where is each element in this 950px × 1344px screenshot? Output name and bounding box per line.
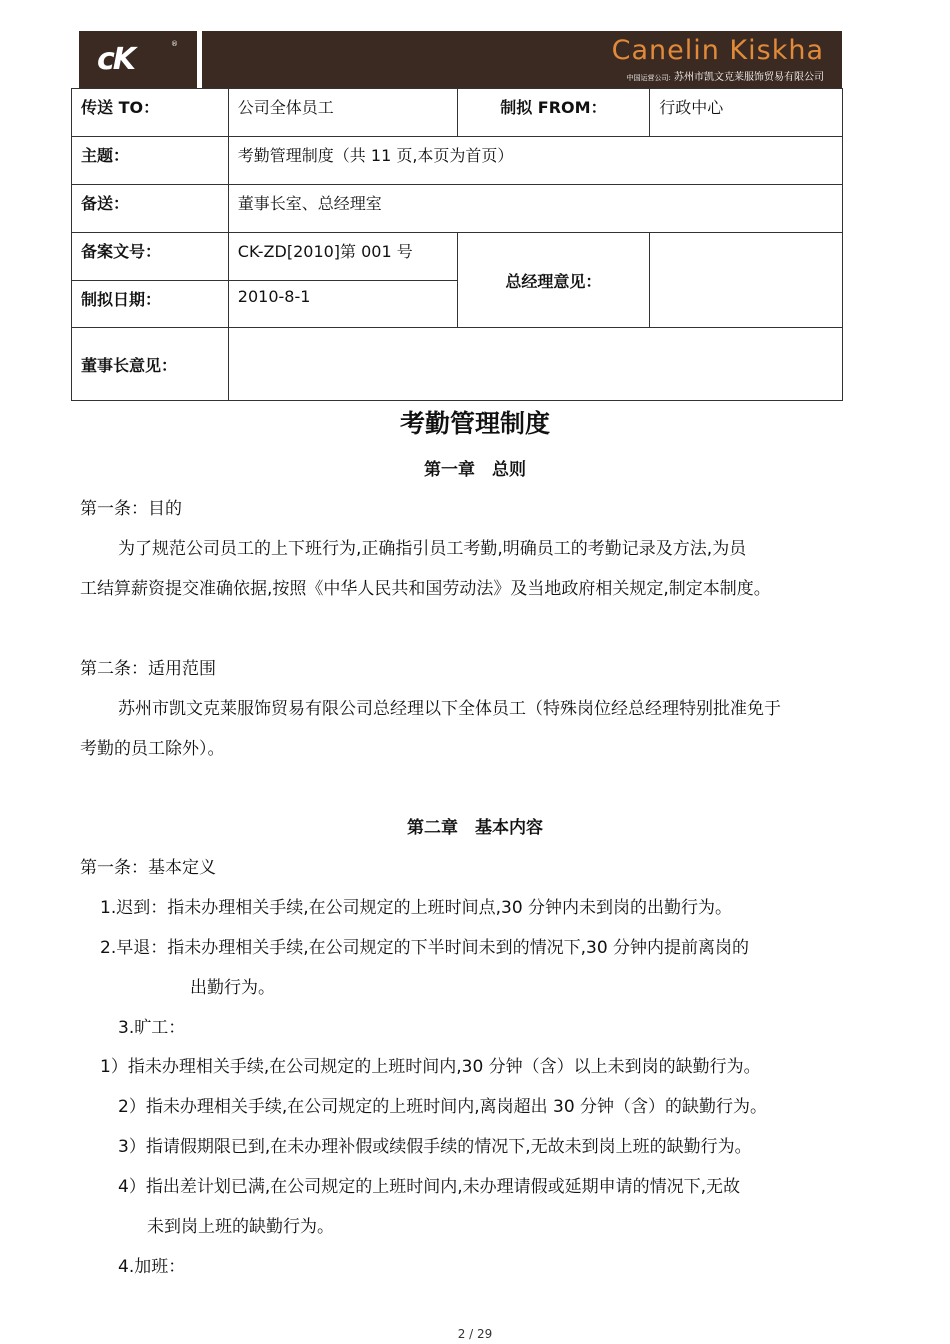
from-value: 行政中心 xyxy=(650,89,843,137)
to-label: 传送 TO： xyxy=(72,89,229,137)
definition-early-leave-line2: 出勤行为。 xyxy=(190,978,275,998)
memo-row-to xyxy=(72,89,843,137)
article-1-title: 第一条：目的 xyxy=(80,499,182,519)
brand-subtitle-prefix: 中国运营公司: xyxy=(626,74,671,82)
chapter-1-heading: 第一章 总则 xyxy=(424,460,526,480)
memo-row-cc xyxy=(72,185,843,233)
definition-overtime-heading: 4.加班： xyxy=(118,1257,186,1277)
header-banner xyxy=(79,31,842,88)
memo-row-file-no xyxy=(72,233,843,281)
date-label: 制拟日期： xyxy=(72,281,229,328)
date-value: 2010-8-1 xyxy=(228,281,457,328)
memo-row-subject xyxy=(72,137,843,185)
from-label: 制拟 FROM： xyxy=(457,89,650,137)
definition-early-leave-line1: 2.早退：指未办理相关手续,在公司规定的下半时间未到的情况下,30 分钟内提前离岗的 xyxy=(100,938,750,958)
brand-name: Canelin Kiskha xyxy=(611,35,824,66)
cc-value: 董事长室、总经理室 xyxy=(228,185,842,233)
memo-table xyxy=(71,88,843,401)
subject-label: 主题： xyxy=(72,137,229,185)
absence-item-4-line2: 未到岗上班的缺勤行为。 xyxy=(147,1217,334,1237)
article-1-para-line1: 为了规范公司员工的上下班行为,正确指引员工考勤,明确员工的考勤记录及方法,为员 xyxy=(118,539,747,559)
article-1-para-line2: 工结算薪资提交准确依据,按照《中华人民共和国劳动法》及当地政府相关规定,制定本制度。 xyxy=(80,579,771,599)
article-2-para-line2: 考勤的员工除外）。 xyxy=(80,739,225,759)
definition-late: 1.迟到：指未办理相关手续,在公司规定的上班时间点,30 分钟内未到岗的出勤行为。 xyxy=(100,898,733,918)
chairman-label: 董事长意见： xyxy=(72,328,229,401)
file-no-label: 备案文号： xyxy=(72,233,229,281)
document-title: 考勤管理制度 xyxy=(399,409,550,438)
subject-value: 考勤管理制度（共 11 页,本页为首页） xyxy=(228,137,842,185)
article-2-title: 第二条：适用范围 xyxy=(80,659,216,679)
absence-item-2: 2）指未办理相关手续,在公司规定的上班时间内,离岗超出 30 分钟（含）的缺勤行为。 xyxy=(118,1097,768,1117)
chapter-2-article-1-title: 第一条：基本定义 xyxy=(80,858,216,878)
article-2-para-line1: 苏州市凯文克莱服饰贸易有限公司总经理以下全体员工（特殊岗位经总经理特别批准免于 xyxy=(118,699,781,719)
cc-label: 备送： xyxy=(72,185,229,233)
chairman-value xyxy=(228,328,842,401)
registered-icon: ® xyxy=(171,40,178,48)
absence-item-4-line1: 4）指出差计划已满,在公司规定的上班时间内,未办理请假或延期申请的情况下,无故 xyxy=(118,1177,741,1197)
page-number: 2 / 29 xyxy=(457,1327,493,1341)
gm-opinion-value xyxy=(650,233,843,328)
chapter-2-heading: 第二章 基本内容 xyxy=(407,818,543,838)
absence-item-3: 3）指请假期限已到,在未办理补假或续假手续的情况下,无故未到岗上班的缺勤行为。 xyxy=(118,1137,752,1157)
logo-divider xyxy=(197,31,202,88)
brand-subtitle-company: 苏州市凯文克莱服饰贸易有限公司 xyxy=(674,72,824,83)
logo-mark: cK xyxy=(97,42,135,77)
memo-row-chairman xyxy=(72,328,843,401)
definition-absence-heading: 3.旷工： xyxy=(118,1018,186,1038)
file-no-value: CK-ZD[2010]第 001 号 xyxy=(228,233,457,281)
absence-item-1: 1）指未办理相关手续,在公司规定的上班时间内,30 分钟（含）以上未到岗的缺勤行为。 xyxy=(100,1057,761,1077)
brand-subtitle xyxy=(626,68,824,83)
to-value: 公司全体员工 xyxy=(228,89,457,137)
company-logo xyxy=(79,31,197,88)
gm-opinion-label: 总经理意见： xyxy=(457,233,650,328)
